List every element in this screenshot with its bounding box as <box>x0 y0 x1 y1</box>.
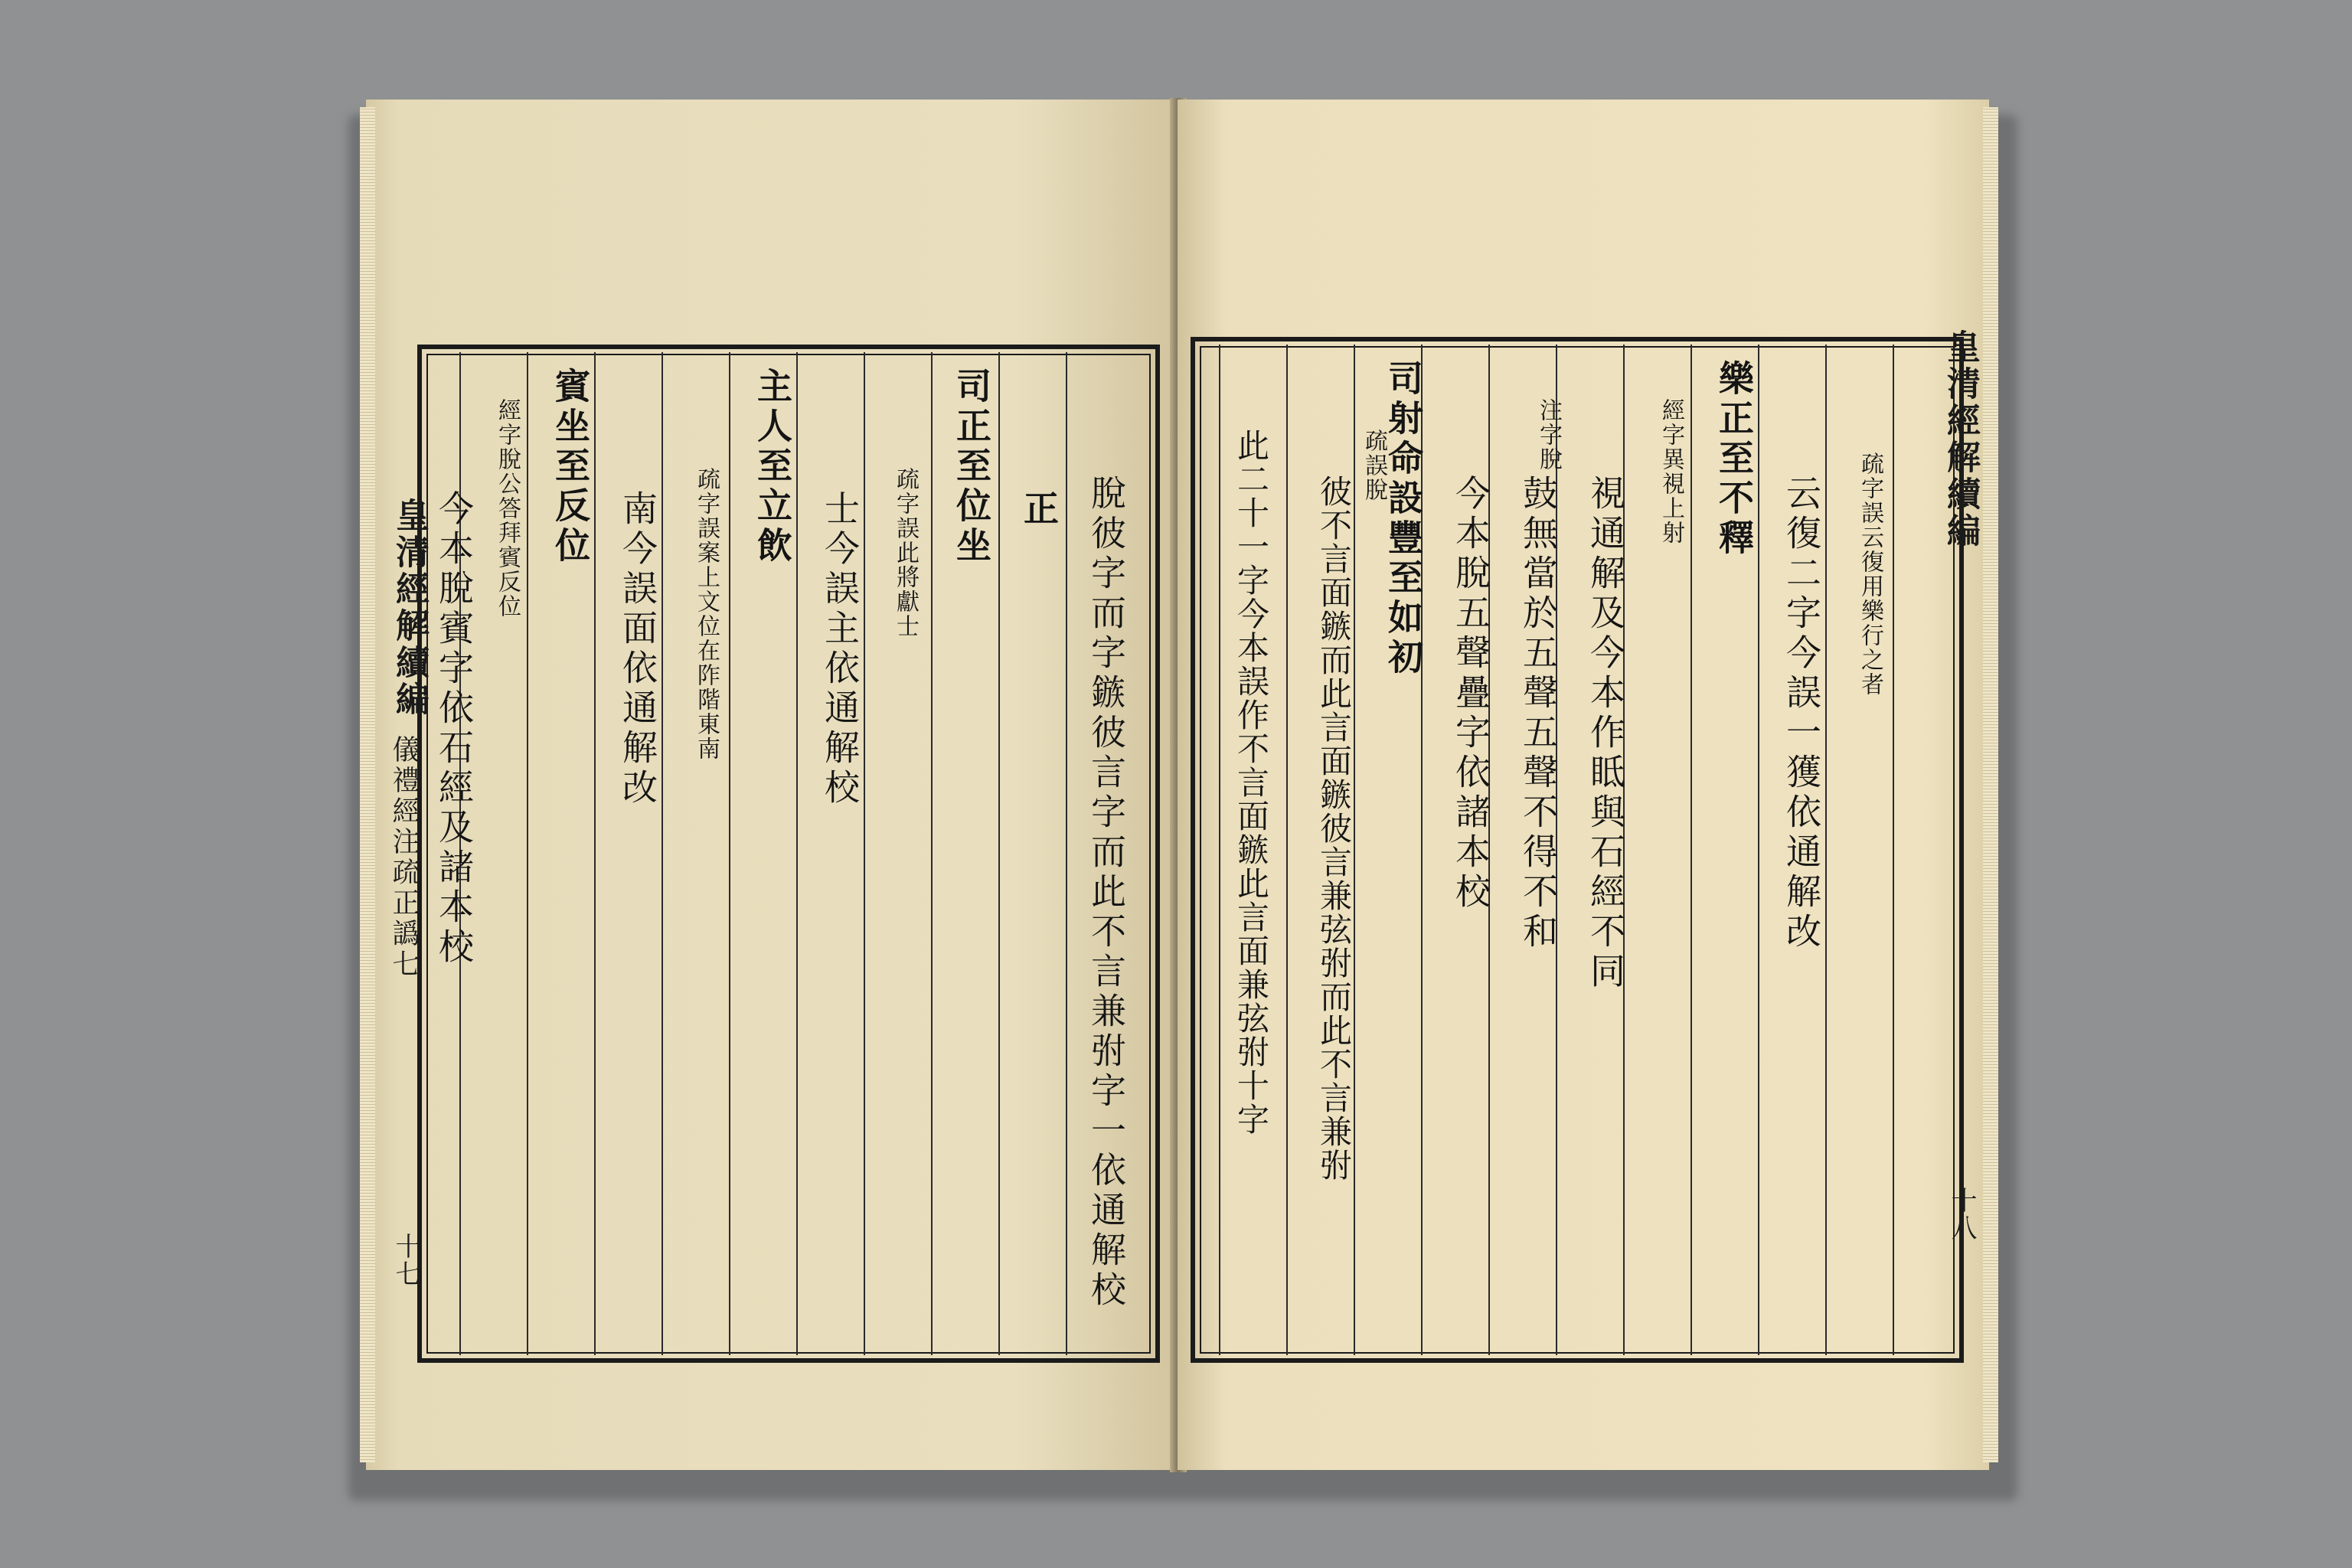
text-column: 今本脫五聲疊字依諸本校 <box>1450 475 1491 913</box>
column-rule <box>931 352 933 1355</box>
text-column: 視通解及今本作眡與石經不同 <box>1585 475 1626 992</box>
section-heading: 正 <box>1018 490 1060 530</box>
section-heading: 主人至立飲 <box>752 368 793 567</box>
column-rule <box>1066 352 1067 1355</box>
left-spine-subtitle: 儀禮經注疏正譌七 <box>388 735 420 980</box>
section-heading: 司正至位坐 <box>951 368 992 567</box>
column-rule <box>1893 345 1894 1355</box>
annotation-note: 經字脫公答拜賓反位 <box>494 398 521 619</box>
column-rule <box>1286 345 1288 1355</box>
annotation-note: 注字脫 <box>1535 398 1562 472</box>
annotation-note: 疏字誤此將獻士 <box>892 467 919 639</box>
section-heading: 司射命設豐至如初 <box>1383 360 1424 678</box>
right-page-edge <box>1983 107 1998 1462</box>
text-column: 鼓無當於五聲五聲不得不和 <box>1517 475 1559 952</box>
column-rule <box>1219 345 1220 1355</box>
column-rule <box>729 352 730 1355</box>
right-spine-title: 皇清經解續編 <box>1941 329 1980 550</box>
text-column: 彼不言面鏃而此言面鏃彼言兼弦弣而此不言兼弣 <box>1315 475 1353 1182</box>
section-heading: 賓坐至反位 <box>550 368 591 567</box>
left-page-edge <box>360 107 375 1462</box>
annotation-note: 疏字誤案上文位在阼階東南 <box>693 467 720 761</box>
text-column: 士今誤主依通解校 <box>819 490 861 808</box>
text-column: 此二十一字今本誤作不言面鏃此言面兼弦弣十字 <box>1233 429 1270 1136</box>
right-folio: 十八 <box>1946 1187 1977 1242</box>
annotation-note: 疏字誤云復用樂行之者 <box>1857 452 1883 697</box>
text-column: 南今誤面依通解改 <box>617 490 658 808</box>
left-folio: 十七 <box>390 1233 421 1288</box>
text-column: 脫彼字而字鏃彼言字而此不言兼弣字一依通解校 <box>1086 475 1127 1311</box>
text-column: 云復二字今誤一獲依通解改 <box>1781 475 1822 952</box>
column-rule <box>527 352 528 1355</box>
section-heading: 樂正至不釋 <box>1713 360 1755 559</box>
column-rule <box>1690 345 1692 1355</box>
annotation-note: 經字異視上射 <box>1658 398 1684 545</box>
right-text-frame <box>1191 337 1964 1363</box>
annotation-note: 疏誤脫 <box>1361 429 1387 502</box>
left-spine-title: 皇清經解續編 <box>390 498 429 718</box>
column-rule <box>998 352 1000 1355</box>
text-column: 今本脫賓字依石經及諸本校 <box>433 490 475 968</box>
